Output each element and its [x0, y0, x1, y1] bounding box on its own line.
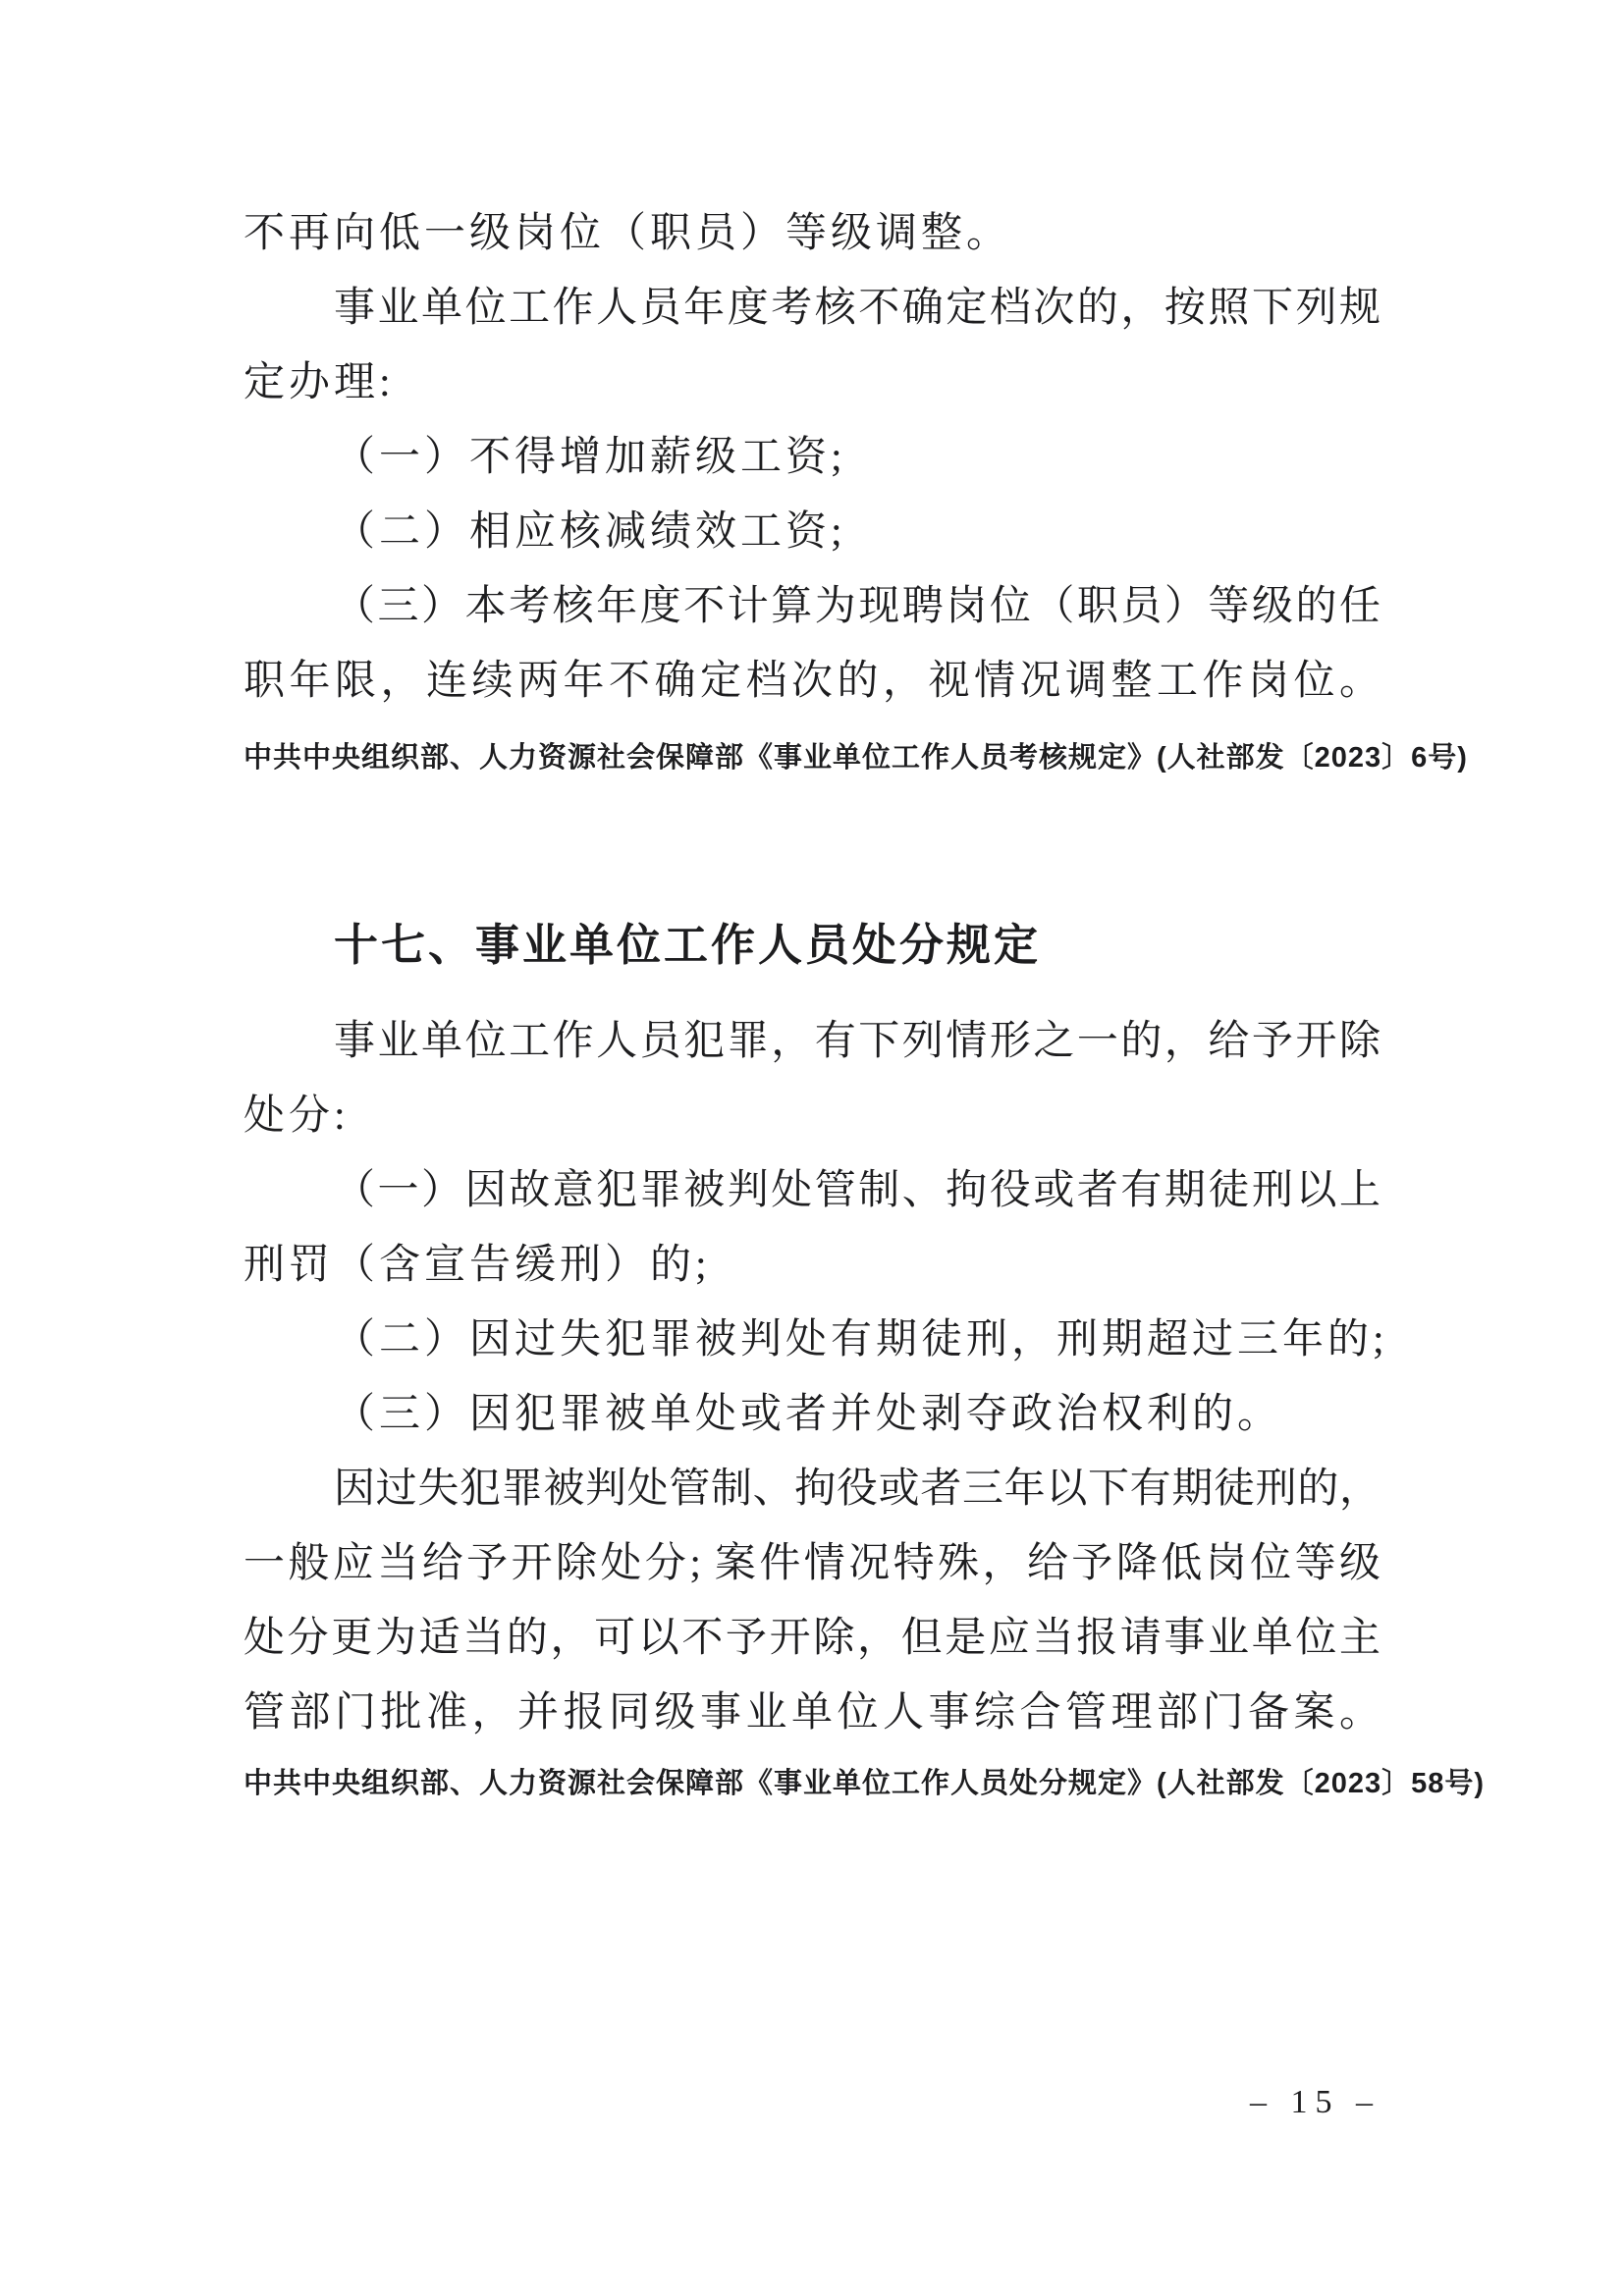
- list-item: （一）因故意犯罪被判处管制、拘役或者有期徒刑以上: [334, 1168, 1380, 1213]
- text-line: 因过失犯罪被判处管制、拘役或者三年以下有期徒刑的，: [334, 1467, 1380, 1512]
- text-line: 刑罚（含宣告缓刑）的;: [244, 1243, 711, 1288]
- text-line: 事业单位工作人员犯罪，有下列情形之一的，给予开除: [334, 1019, 1380, 1064]
- list-item: （二）相应核减绩效工资;: [334, 509, 846, 555]
- page-number: – 15 –: [1250, 2084, 1380, 2120]
- paragraph-block-discipline: [244, 1004, 1388, 1750]
- text-line: 管部门批准，并报同级事业单位人事综合管理部门备案。: [244, 1690, 1380, 1735]
- section-heading: 十七、事业单位工作人员处分规定: [334, 920, 1042, 970]
- list-item: （三）本考核年度不计算为现聘岗位（职员）等级的任: [334, 584, 1380, 629]
- text-line: 处分:: [244, 1094, 350, 1139]
- text-line: 职年限，连续两年不确定档次的，视情况调整工作岗位。: [244, 659, 1380, 704]
- text-line: 一般应当给予开除处分; 案件情况特殊，给予降低岗位等级: [244, 1541, 1380, 1586]
- paragraph-block-assessment: [244, 196, 1380, 719]
- text-line: 事业单位工作人员年度考核不确定档次的，按照下列规: [334, 286, 1380, 331]
- list-item: （三）因犯罪被单处或者并处剥夺政治权利的。: [334, 1392, 1283, 1437]
- list-item: （二）因过失犯罪被判处有期徒刑，刑期超过三年的;: [334, 1317, 1388, 1362]
- list-item: （一）不得增加薪级工资;: [334, 435, 846, 480]
- text-line: 定办理:: [244, 360, 395, 405]
- text-line: 不再向低一级岗位（职员）等级调整。: [244, 211, 1012, 256]
- source-attribution: 中共中央组织部、人力资源社会保障部《事业单位工作人员考核规定》(人社部发〔2023〕6号): [244, 742, 1468, 774]
- source-attribution: 中共中央组织部、人力资源社会保障部《事业单位工作人员处分规定》(人社部发〔2023〕58号): [244, 1768, 1486, 1799]
- text-line: 处分更为适当的，可以不予开除，但是应当报请事业单位主: [244, 1616, 1380, 1661]
